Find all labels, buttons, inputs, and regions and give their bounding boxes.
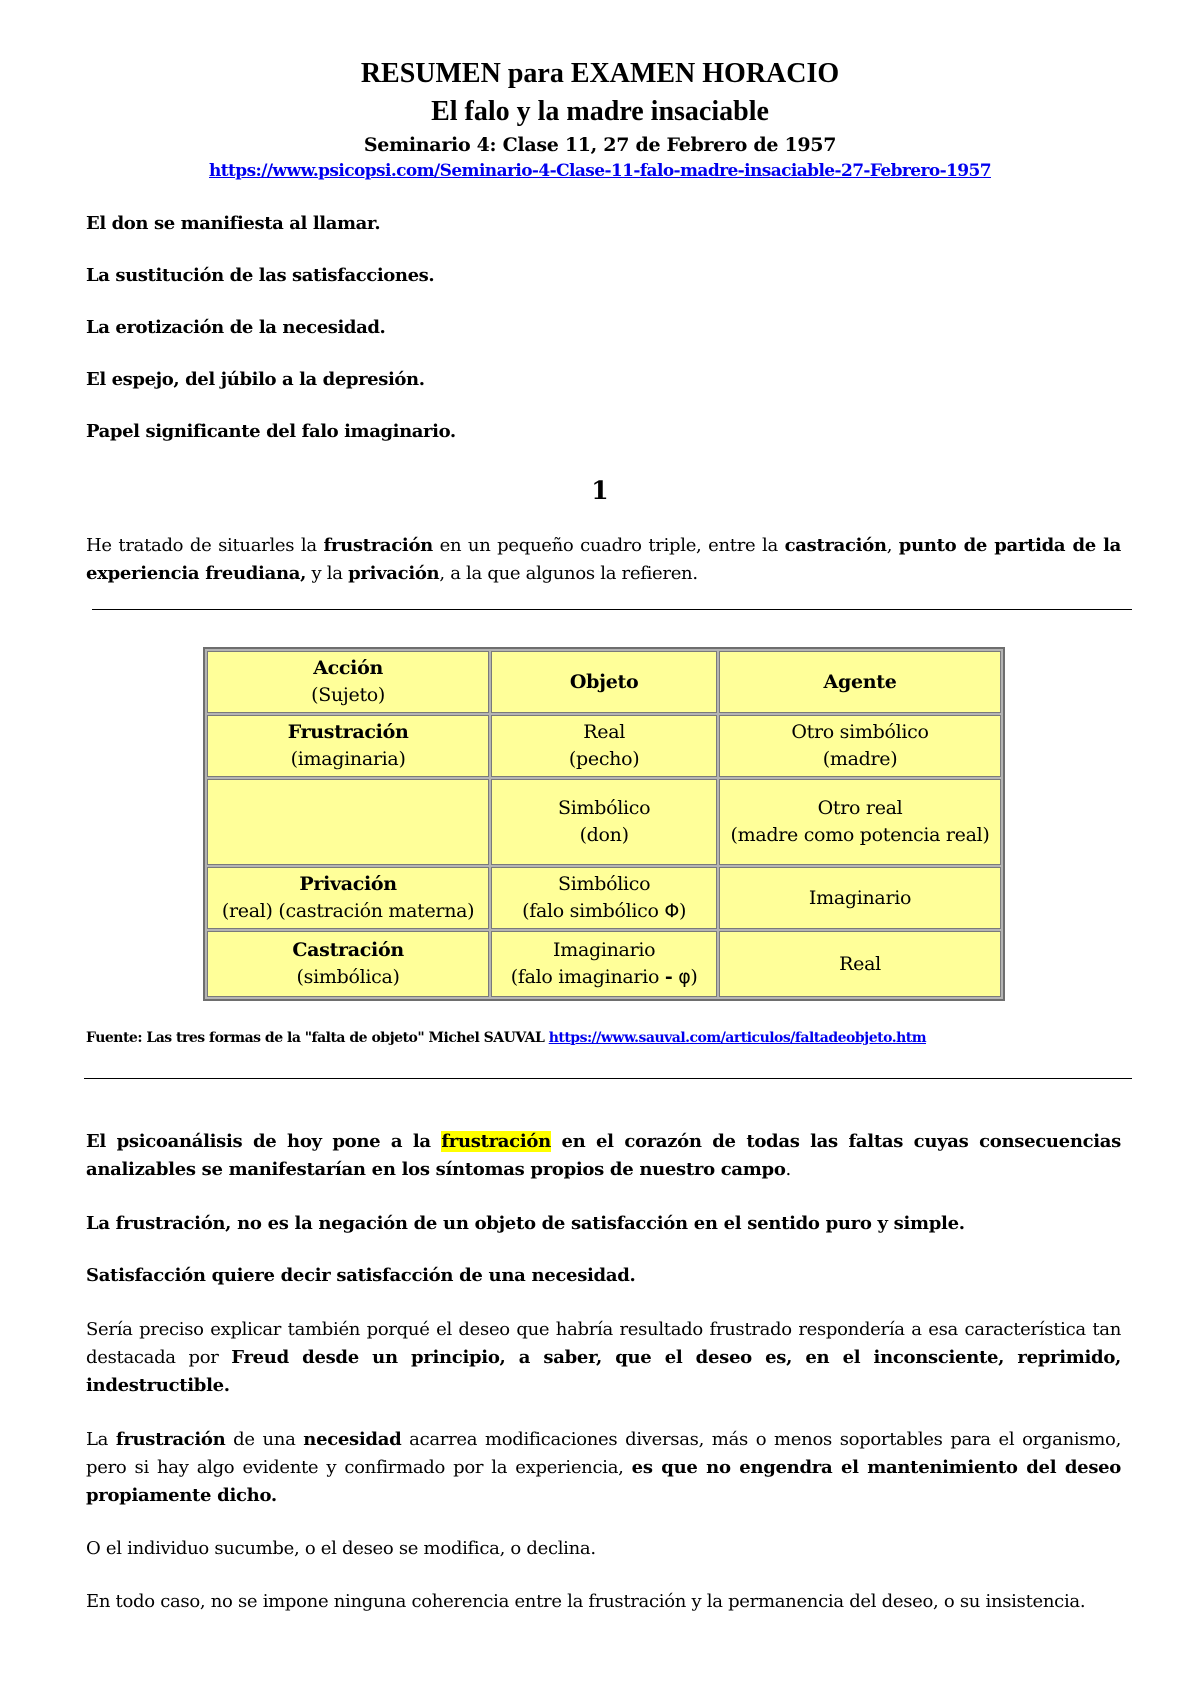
table-cell: Imaginario (falo imaginario - φ) xyxy=(491,931,717,997)
phi-symbol-icon: Φ xyxy=(664,900,680,922)
paragraph-2: La frustración, no es la negación de un objeto de satisfacción en el sentido puro y simple. xyxy=(86,1213,965,1234)
frustration-table xyxy=(203,647,1005,1001)
seminar-info: Seminario 4: Clase 11, 27 de Febrero de 1957 xyxy=(363,134,837,156)
table-cell: Objeto xyxy=(491,651,717,713)
intro-paragraph: He tratado de situarles la frustración en un pequeño cuadro triple, entre la castración, punto de partida de la experiencia freudiana, y la privación, a la que algunos la refieren. xyxy=(86,535,1122,584)
source-citation: Fuente: Las tres formas de la "falta de objeto" Michel SAUVAL https://www.sauval.com/articulos/faltadeobjeto.htm xyxy=(86,1030,927,1046)
paragraph-3: Satisfacción quiere decir satisfacción de una necesidad. xyxy=(86,1265,636,1286)
table-cell: Privación (real) (castración materna) xyxy=(207,867,489,929)
heading-3: La erotización de la necesidad. xyxy=(86,317,386,338)
table-row xyxy=(207,867,1001,929)
table-row xyxy=(207,779,1001,865)
heading-2: La sustitución de las satisfacciones. xyxy=(86,265,435,286)
table-cell: Simbólico (falo simbólico Φ) xyxy=(491,867,717,929)
table-cell: Castración (simbólica) xyxy=(207,931,489,997)
paragraph-5: La frustración de una necesidad acarrea modificaciones diversas, más o menos soportables para el organismo, pero si hay algo evidente y confirmado por la experiencia, es que no engendra el mantenimiento del deseo propiamente dicho. xyxy=(86,1429,1122,1506)
table-cell: Otro simbólico (madre) xyxy=(719,715,1001,777)
table-cell: Agente xyxy=(719,651,1001,713)
document-title: RESUMEN para EXAMEN HORACIO xyxy=(360,58,840,89)
table-cell: Otro real (madre como potencia real) xyxy=(719,779,1001,865)
table-cell: Real (pecho) xyxy=(491,715,717,777)
heading-1: El don se manifiesta al llamar. xyxy=(86,213,381,234)
section-number: 1 xyxy=(591,476,609,505)
paragraph-1: El psicoanálisis de hoy pone a la frustración en el corazón de todas las faltas cuyas consecuencias analizables se manifestarían en los síntomas propios de nuestro campo. xyxy=(86,1131,1121,1180)
heading-4: El espejo, del júbilo a la depresión. xyxy=(86,369,425,390)
divider-bottom xyxy=(84,1078,1132,1079)
highlighted-term: frustración xyxy=(441,1131,551,1152)
sauval-link[interactable]: https://www.sauval.com/articulos/faltadeobjeto.htm xyxy=(548,1030,927,1046)
paragraph-7: En todo caso, no se impone ninguna coherencia entre la frustración y la permanencia del deseo, o su insistencia. xyxy=(86,1591,1086,1612)
table-cell: Frustración (imaginaria) xyxy=(207,715,489,777)
table-cell: Real xyxy=(719,931,1001,997)
source-url-link[interactable]: https://www.psicopsi.com/Seminario-4-Clase-11-falo-madre-insaciable-27-Febrero-1957 xyxy=(209,161,991,181)
paragraph-4: Sería preciso explicar también porqué el deseo que habría resultado frustrado respondería a esa característica tan destacada por Freud desde un principio, a saber, que el deseo es, en el inconsciente, reprimido, indestructible. xyxy=(86,1319,1121,1396)
table-cell: Acción (Sujeto) xyxy=(207,651,489,713)
document-subtitle-title: El falo y la madre insaciable xyxy=(431,96,769,127)
paragraph-6: O el individuo sucumbe, o el deseo se modifica, o declina. xyxy=(86,1538,596,1559)
divider-top xyxy=(92,609,1132,610)
table-row xyxy=(207,715,1001,777)
small-phi-symbol-icon: φ xyxy=(678,966,691,988)
table-cell: Imaginario xyxy=(719,867,1001,929)
table-header-row xyxy=(207,651,1001,713)
table-cell: Simbólico (don) xyxy=(491,779,717,865)
table-row xyxy=(207,931,1001,997)
table-cell xyxy=(207,779,489,865)
heading-5: Papel significante del falo imaginario. xyxy=(86,421,456,442)
